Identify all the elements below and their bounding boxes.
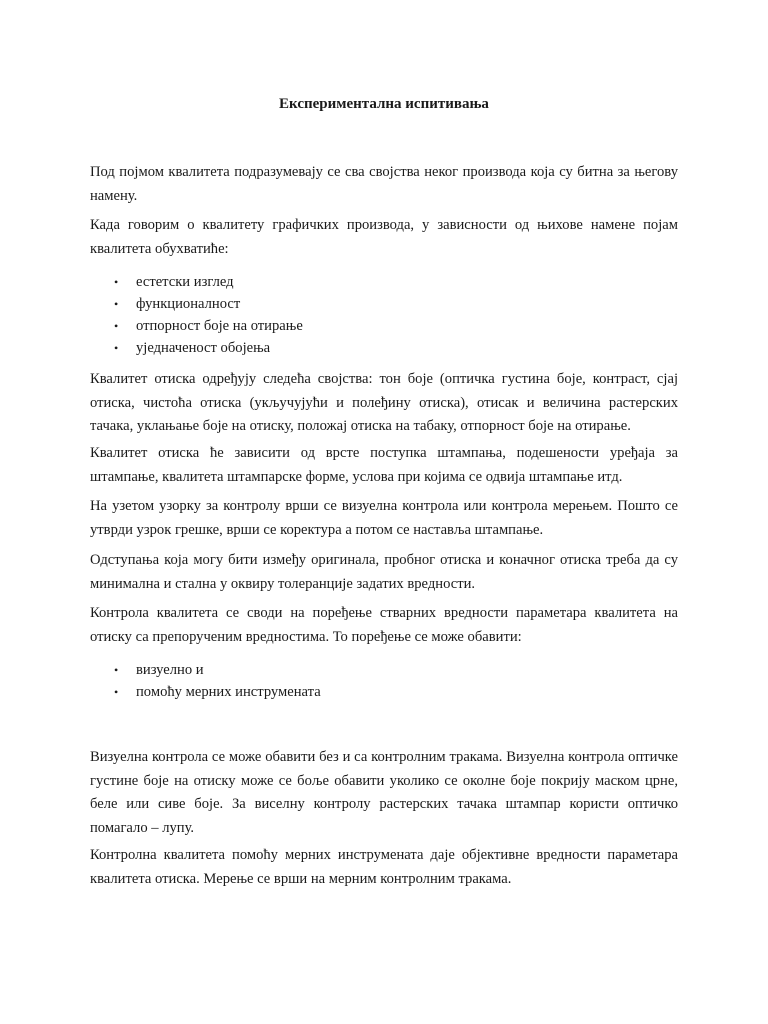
bullet-icon: • <box>114 341 119 355</box>
control-methods-list <box>90 659 678 703</box>
list-item: • уједначеност обојења <box>90 337 678 359</box>
paragraph-sample-control: На узетом узорку за контролу врши се визуелна контрола или контрола мерењем. Пошто се утврди узрок грешке, врши се коректура а потом се наставља штампање. <box>90 498 678 538</box>
document-title: Експериментална испитивања <box>279 96 489 112</box>
paragraph-print-properties: Квалитет отиска одређују следећа својства: тон боје (оптичка густина боје, контраст, сјај отиска, чистоћа отиска (укључујући и полеђину отиска), отисак и величина растерских тачака, уклањање боје на отиску, положај отиска на табаку, отпорност боје на отирање. <box>90 371 678 434</box>
paragraph-print-dependencies: Квалитет отиска ће зависити од врсте поступка штампања, подешености уређаја за штампање, квалитета штампарске форме, услова при којима се одвија штампање итд. <box>90 445 678 485</box>
bullet-icon: • <box>114 275 119 289</box>
paragraph-visual-control: Визуелна контрола се може обавити без и са контролним тракама. Визуелна контрола оптичке густине боје на отиску може се боље обавити уколико се околне боје покрију маском црне, беле или сиве боје. За виселну контролу растерских тачака штампар користи оптичко помагало – лупу. <box>90 749 678 836</box>
list-item: • функционалност <box>90 293 678 315</box>
paragraph-quality-definition: Под појмом квалитета подразумевају се сва својства неког производа која су битна за његову намену. <box>90 164 678 204</box>
list-item: • отпорност боје на отирање <box>90 315 678 337</box>
quality-aspects-list <box>90 271 678 359</box>
paragraph-quality-control: Контрола квалитета се своди на поређење стварних вредности параметара квалитета на отиску са препорученим вредностима. То поређење се може обавити: <box>90 605 678 645</box>
bullet-icon: • <box>114 319 119 333</box>
paragraph-deviations: Одступања која могу бити између оригинала, пробног отиска и коначног отиска треба да су минимална и стална у оквиру толеранције задатих вредности. <box>90 552 678 592</box>
list-item: • визуелно и <box>90 659 678 681</box>
paragraph-instrument-control: Контролна квалитета помоћу мерних инструмената даје објективне вредности параметара квалитета отиска. Мерење се врши на мерним контролним тракама. <box>90 847 678 887</box>
list-item: • естетски изглед <box>90 271 678 293</box>
list-item: • помоћу мерних инструмената <box>90 681 678 703</box>
bullet-icon: • <box>114 297 119 311</box>
bullet-icon: • <box>114 685 119 699</box>
paragraph-graphic-products: Када говорим о квалитету графичких производа, у зависности од њихове намене појам квалитета обухватиће: <box>90 217 678 257</box>
bullet-icon: • <box>114 663 119 677</box>
